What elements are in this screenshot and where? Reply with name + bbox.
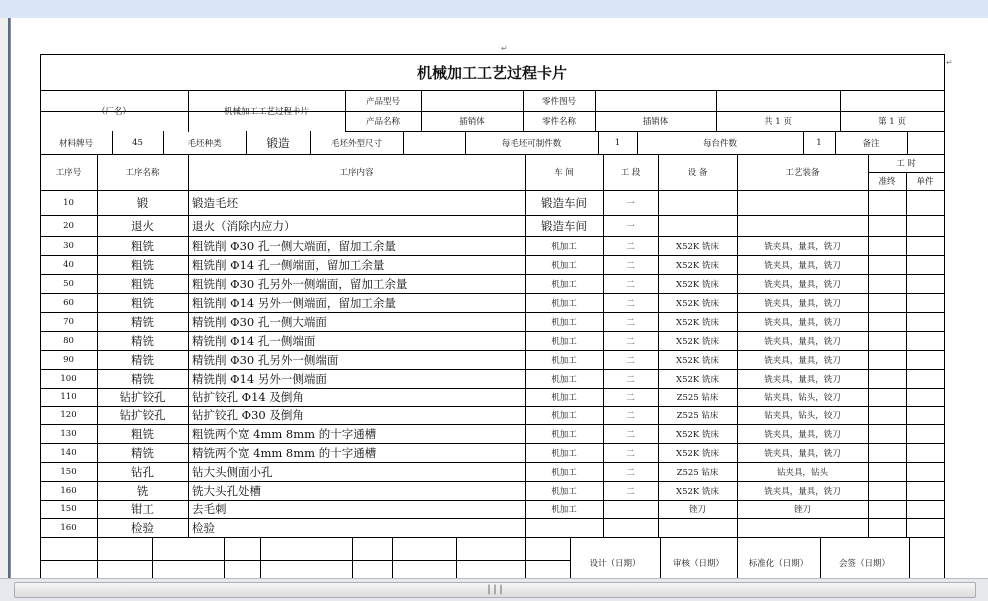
table-row-section: 二 — [626, 355, 635, 366]
col-equipment: 设 备 — [687, 168, 708, 178]
table-row-section: 二 — [626, 486, 635, 497]
table-row-section: 二 — [626, 411, 635, 421]
total-pages: 共 1 页 — [764, 117, 792, 127]
table-row-content: 钻扩铰孔 Φ30 及倒角 — [192, 408, 304, 422]
table-row-tooling: 铣夹具，量具，铣刀 — [764, 429, 841, 440]
table-row-step-no: 150 — [60, 466, 77, 477]
table-row-content: 精铣削 Φ14 另外一侧端面 — [192, 371, 327, 386]
document-page — [11, 18, 988, 578]
table-row-tooling — [737, 215, 868, 236]
table-row-section: 二 — [626, 374, 635, 385]
grid-line — [224, 537, 225, 578]
table-row-section: 二 — [626, 393, 635, 403]
table-row-content: 退火（消除内应力） — [192, 218, 296, 233]
table-row-step-no: 10 — [63, 197, 74, 208]
table-row-step-name: 粗铣 — [131, 238, 154, 253]
table-row-step-no: 80 — [63, 335, 74, 346]
table-row-content: 精铣两个宽 4mm 8mm 的十字通槽 — [192, 445, 377, 460]
grid-line — [525, 537, 526, 578]
footer-countersign: 会签（日期） — [838, 559, 890, 569]
table-row-equipment: X52K 铣床 — [676, 448, 719, 459]
table-row-step-no: 100 — [60, 373, 77, 384]
parts-per-blank-value: 1 — [614, 137, 621, 148]
table-row-tooling: 铣夹具，量具，铣刀 — [764, 374, 841, 385]
table-row-step-name: 精铣 — [131, 333, 154, 348]
table-row-tooling: 钻夹具，钻头，铰刀 — [764, 411, 841, 421]
material-grade-value: 45 — [132, 137, 143, 148]
table-row-section: 二 — [626, 467, 635, 478]
table-row-workshop: 机加工 — [551, 241, 577, 252]
table-row-workshop: 机加工 — [551, 467, 577, 478]
table-row-step-no: 140 — [60, 447, 77, 458]
table-row-content: 粗铣削 Φ30 孔一侧大端面，留加工余量 — [192, 238, 396, 253]
table-row-section — [603, 500, 658, 518]
grid-line — [152, 537, 153, 578]
table-row-content: 钻大头侧面小孔 — [192, 464, 273, 479]
part-name-value: 插销体 — [642, 117, 669, 127]
col-workshop: 车 间 — [554, 168, 574, 178]
col-step-no: 工序号 — [55, 168, 82, 178]
table-row-step-name: 粗铣 — [131, 295, 154, 310]
grid-line — [392, 537, 393, 578]
table-row-section: 一 — [626, 221, 635, 232]
table-row-workshop: 机加工 — [551, 336, 577, 347]
table-row-workshop: 机加工 — [551, 374, 577, 385]
table-row-section: 二 — [626, 298, 635, 309]
table-row-step-no: 50 — [63, 278, 74, 289]
table-row-tooling: 钻夹具，钻头 — [776, 467, 828, 478]
table-row-equipment: X52K 铣床 — [676, 336, 719, 347]
table-row-content: 精铣削 Φ30 孔一侧大端面 — [192, 314, 327, 329]
table-row-section: 二 — [626, 429, 635, 440]
table-row-content: 去毛刺 — [192, 502, 227, 516]
table-row-tooling: 铣夹具，量具，铣刀 — [764, 355, 841, 366]
table-row-equipment: X52K 铣床 — [676, 241, 719, 252]
table-row-equipment: Z525 钻床 — [676, 411, 719, 421]
table-row-step-name: 粗铣 — [131, 426, 154, 441]
table-row-section: 二 — [626, 279, 635, 290]
table-row-workshop: 机加工 — [551, 317, 577, 328]
table-row-step-name: 钻扩铰孔 — [119, 390, 166, 404]
table-row-workshop: 机加工 — [551, 298, 577, 309]
table-row-equipment: X52K 铣床 — [676, 429, 719, 440]
table-row-equipment — [658, 190, 737, 215]
footer-design: 设计（日期） — [589, 559, 641, 569]
table-row-step-name: 精铣 — [131, 445, 154, 460]
grid-line — [907, 131, 908, 155]
product-name-value: 插销体 — [459, 117, 485, 127]
table-row-step-no: 120 — [60, 410, 77, 420]
table-row-section — [603, 518, 658, 537]
col-work-hours: 工 时 — [896, 159, 916, 169]
factory-label: （厂名） — [96, 106, 131, 117]
table-row-equipment: 锉刀 — [688, 505, 706, 515]
table-row-equipment: X52K 铣床 — [676, 279, 719, 290]
part-name-label: 零件名称 — [541, 117, 576, 127]
table-row-step-name: 退火 — [131, 218, 154, 233]
table-row-tooling: 铣夹具，量具，铣刀 — [764, 486, 841, 497]
table-row-tooling: 铣夹具，量具，铣刀 — [764, 317, 841, 328]
table-row-content: 粗铣两个宽 4mm 8mm 的十字通槽 — [192, 426, 377, 441]
paragraph-mark-icon: ↵ — [946, 58, 953, 67]
part-drawing-no-label: 零件图号 — [541, 96, 576, 107]
table-row-section: 二 — [626, 336, 635, 347]
table-row-step-name: 钳工 — [131, 502, 154, 516]
table-row-workshop: 机加工 — [551, 260, 577, 271]
table-row-tooling: 铣夹具，量具，铣刀 — [764, 279, 841, 290]
table-row-equipment — [658, 518, 737, 537]
product-model-label: 产品型号 — [365, 96, 400, 107]
table-row-step-name: 钻扩铰孔 — [119, 408, 166, 422]
table-row-workshop: 机加工 — [551, 279, 577, 290]
table-row-section: 二 — [626, 448, 635, 459]
table-row-step-name: 检验 — [131, 520, 154, 535]
table-row-tooling: 铣夹具，量具，铣刀 — [764, 336, 841, 347]
table-row-step-name: 精铣 — [131, 371, 154, 386]
grid-line — [40, 537, 945, 538]
table-row-equipment: X52K 铣床 — [676, 260, 719, 271]
grid-line — [906, 172, 907, 538]
table-row-section: 一 — [626, 198, 635, 209]
table-row-content: 锻造毛坯 — [192, 195, 238, 210]
table-row-equipment: X52K 铣床 — [676, 317, 719, 328]
table-row-tooling: 铣夹具，量具，铣刀 — [764, 448, 841, 459]
table-row-equipment: X52K 铣床 — [676, 355, 719, 366]
scrollbar-thumb[interactable]: ||| — [14, 582, 976, 598]
table-row-step-name: 钻孔 — [131, 464, 154, 479]
table-row-tooling — [737, 190, 868, 215]
table-row-workshop: 机加工 — [551, 355, 577, 366]
vertical-ruler — [0, 18, 11, 578]
table-row-section: 二 — [626, 317, 635, 328]
table-row-content: 精铣削 Φ14 孔一侧端面 — [192, 333, 316, 348]
table-row-equipment: Z525 钻床 — [676, 467, 719, 478]
blank-size-label: 毛坯外型尺寸 — [330, 138, 382, 149]
table-row-workshop: 机加工 — [551, 411, 577, 421]
col-prep-end: 准终 — [878, 177, 896, 187]
card-title: 机械加工工艺过程卡片 — [416, 63, 567, 82]
paragraph-mark-icon: ↵ — [501, 44, 508, 53]
table-row-workshop: 锻造车间 — [541, 195, 587, 210]
table-row-workshop: 机加工 — [551, 393, 577, 403]
table-row-step-no: 160 — [60, 522, 77, 533]
col-section: 工 段 — [620, 168, 641, 178]
table-row-step-no: 150 — [60, 504, 77, 514]
table-row-content: 粗铣削 Φ14 孔一侧端面，留加工余量 — [192, 257, 385, 272]
table-row-workshop: 机加工 — [551, 429, 577, 440]
table-row-tooling: 锉刀 — [793, 505, 811, 515]
footer-review: 审核（日期） — [672, 559, 724, 569]
table-row-content: 检验 — [192, 520, 215, 535]
table-row-content: 粗铣削 Φ14 另外一侧端面，留加工余量 — [192, 295, 396, 310]
table-row-tooling — [737, 518, 868, 537]
grid-line — [97, 537, 98, 578]
table-row-step-name: 精铣 — [131, 314, 154, 329]
table-row-step-no: 160 — [60, 485, 77, 496]
col-per-piece: 单件 — [916, 177, 934, 187]
page-number: 第 1 页 — [878, 117, 906, 127]
material-grade-label: 材料牌号 — [58, 138, 93, 149]
table-row-step-name: 精铣 — [131, 352, 154, 367]
table-row-workshop: 机加工 — [551, 505, 577, 515]
table-row-section: 二 — [626, 260, 635, 271]
table-row-step-name: 粗铣 — [131, 276, 154, 291]
parts-per-unit-label: 每台件数 — [702, 138, 737, 149]
card-name: 机械加工工艺过程卡片 — [223, 106, 309, 117]
table-row-equipment — [658, 215, 737, 236]
grid-line — [260, 537, 261, 578]
table-row-tooling: 铣夹具，量具，铣刀 — [764, 260, 841, 271]
window-top-bar — [0, 0, 988, 19]
table-row-section: 二 — [626, 241, 635, 252]
part-drawing-no-value — [595, 90, 716, 111]
table-row-content: 铣大头孔处槽 — [192, 483, 261, 498]
table-row-content: 钻扩铰孔 Φ14 及倒角 — [192, 390, 304, 404]
table-row-tooling: 钻夹具，钻头，铰刀 — [764, 393, 841, 403]
product-name-label: 产品名称 — [365, 117, 400, 127]
product-model-value — [421, 90, 523, 111]
table-row-tooling: 铣夹具，量具，铣刀 — [764, 241, 841, 252]
table-row-step-no: 60 — [63, 297, 74, 308]
blank-type-label: 毛坯种类 — [187, 138, 222, 149]
table-row-step-no: 30 — [63, 240, 74, 251]
table-row-equipment: X52K 铣床 — [676, 298, 719, 309]
footer-standardize: 标准化（日期） — [748, 559, 809, 569]
table-row-tooling: 铣夹具，量具，铣刀 — [764, 298, 841, 309]
table-row-content: 粗铣削 Φ30 孔另外一侧端面，留加工余量 — [192, 276, 408, 291]
grid-line — [456, 537, 457, 578]
table-row-step-no: 90 — [63, 354, 74, 365]
table-row-step-no: 130 — [60, 428, 77, 439]
blank-type-value: 锻造 — [266, 135, 290, 150]
table-row-workshop: 机加工 — [551, 486, 577, 497]
table-row-step-name: 锻 — [136, 195, 149, 210]
parts-per-blank-label: 每毛坯可制件数 — [501, 138, 562, 149]
table-row-workshop — [525, 518, 603, 537]
grid-line — [40, 560, 571, 561]
parts-per-unit-value: 1 — [816, 137, 822, 148]
table-row-step-no: 20 — [63, 220, 74, 231]
table-row-step-no: 110 — [60, 392, 77, 402]
table-row-step-no: 70 — [63, 316, 74, 327]
blank-size-value — [403, 131, 465, 154]
grid-line — [352, 537, 353, 578]
col-content: 工序内容 — [339, 168, 374, 178]
table-row-step-name: 铣 — [136, 483, 149, 498]
table-row-equipment: X52K 铣床 — [676, 486, 719, 497]
remarks-label: 备注 — [862, 138, 880, 149]
table-row-workshop: 锻造车间 — [541, 218, 587, 233]
horizontal-scrollbar[interactable] — [0, 578, 988, 601]
table-row-workshop: 机加工 — [551, 448, 577, 459]
table-row-step-name: 粗铣 — [131, 257, 154, 272]
table-row-equipment: X52K 铣床 — [676, 374, 719, 385]
grid-line — [909, 537, 910, 578]
table-row-equipment: Z525 钻床 — [676, 393, 719, 403]
table-row-content: 精铣削 Φ30 孔另外一侧端面 — [192, 352, 339, 367]
table-row-step-no: 40 — [63, 259, 74, 270]
col-step-name: 工序名称 — [125, 168, 160, 178]
col-tooling: 工艺装备 — [785, 168, 820, 178]
